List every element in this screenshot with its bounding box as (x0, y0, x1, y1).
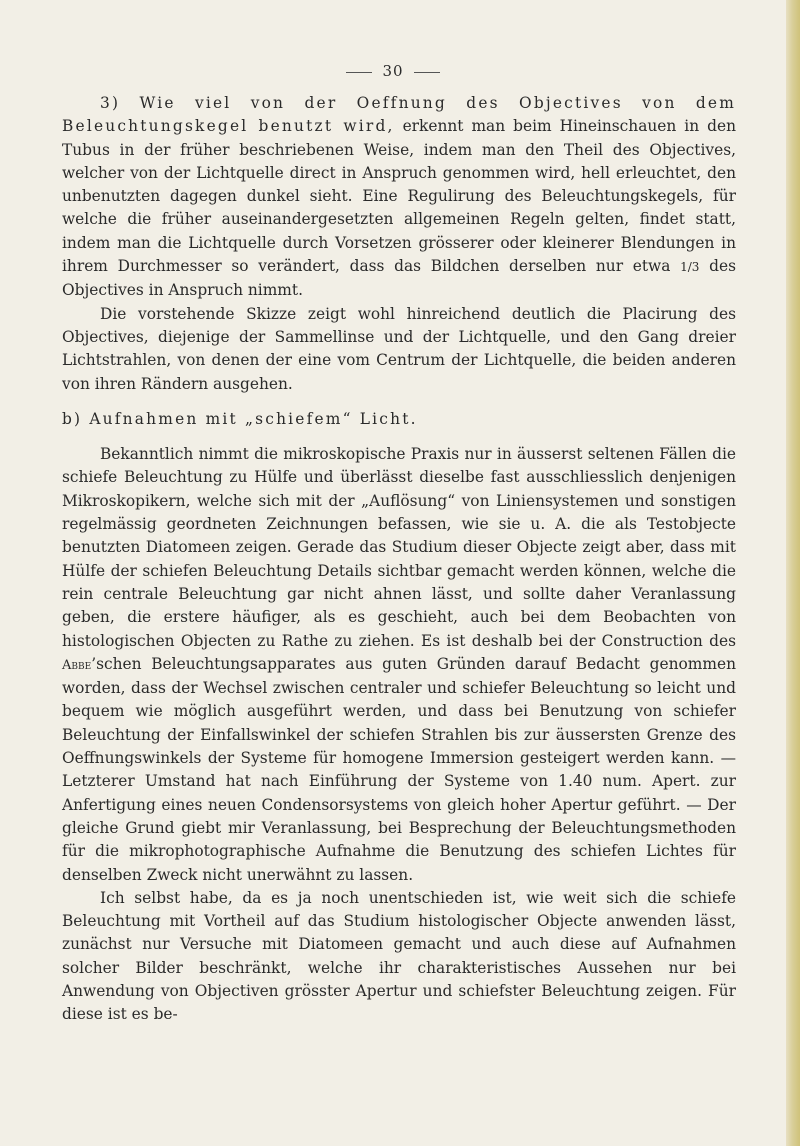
page-number-text: 30 (382, 62, 404, 80)
section-heading-b: b) Aufnahmen mit „schiefem“ Licht. (62, 409, 418, 428)
page-number-rule-left (346, 72, 372, 73)
fraction-one-third: 1/3 (680, 260, 700, 275)
paragraph-3-text-b: des Objectives in Anspruch nimmt. (62, 257, 736, 300)
author-name-abbe: Abbe (62, 657, 92, 673)
page-edge-shadow (786, 0, 800, 1146)
paragraph-oblique-light (62, 443, 736, 887)
page-number-rule-right (414, 72, 440, 73)
paragraph-own-experiments: Ich selbst habe, da es ja noch unentschieden ist, wie weit sich die schiefe Beleuchtung mit Vortheil auf das Studium histologischer Objecte anwenden lässt, zunächst nur Versuche mit Diatomeen gemacht und auch diese auf Aufnahmen solcher Bilder beschränkt, welche ihr charakteristisches Aussehen nur bei Anwendung von Objectiven grösster Apertur und schiefster Beleuchtung zeigen. Für diese ist es be- (62, 888, 736, 1024)
paragraph-3-lead: 3) Wie viel von der Oeffnung des Objectives von dem Beleuchtungskegel benutzt wird, (62, 94, 736, 136)
body-text (62, 92, 736, 1027)
paragraph-sketch: Die vorstehende Skizze zeigt wohl hinreichend deutlich die Placirung des Objectives, diejenige der Sammellinse und der Lichtquelle, und den Gang dreier Lichtstrahlen, von denen der eine vom Centrum der Lichtquelle, die beiden anderen von ihren Rändern ausgehen. (62, 304, 736, 393)
paragraph-3-text-a: erkennt man beim Hineinschauen in den Tubus in der früher beschriebenen Weise, indem man den Theil des Objectives, welcher von der Lichtquelle direct in Anspruch genommen wird, hell erleuchtet, den unbenutzten dagegen dunkel sieht. Eine Regulirung des Beleuchtungskegels, für welche die früher auseinandergesetzten allgemeinen Regeln gelten, findet statt, indem man die Lichtquelle durch Vorsetzen grösserer oder kleinerer Blendungen in ihrem Durchmesser so verändert, dass das Bildchen derselben nur etwa (62, 117, 736, 276)
paragraph-oblique-text-b: ’schen Beleuchtungsapparates aus guten Gründen darauf Bedacht genommen worden, dass der Wechsel zwischen centraler und schiefer Beleuchtung so leicht und bequem wie möglich ausgeführt werden, und dass bei Benutzung von schiefer Beleuchtung der Einfallswinkel der schiefen Strahlen bis zur äussersten Grenze des Oeffnungswinkels der Systeme für homogene Immersion gesteigert werden kann. — Letzterer Umstand hat nach Einführung der Systeme von 1.40 num. Apert. zur Anfertigung eines neuen Condensorsystems von gleich hoher Apertur geführt. — Der gleiche Grund giebt mir Veranlassung, bei Besprechung der Beleuchtungsmethoden für die mikrophotographische Aufnahme die Benutzung des schiefen Lichtes für denselben Zweck nicht unerwähnt zu lassen. (62, 654, 736, 884)
paragraph-oblique-text-a: Bekanntlich nimmt die mikroskopische Praxis nur in äusserst seltenen Fällen die schiefe Beleuchtung zu Hülfe und überlässt dieselbe fast ausschliesslich denjenigen Mikroskopikern, welche sich mit der „Auflösung“ von Liniensystemen und sonstigen regelmässig geordneten Zeichnungen befassen, wie sie u. A. die als Testobjecte benutzten Diatomeen zeigen. Gerade das Studium dieser Objecte zeigt aber, dass mit Hülfe der schiefen Beleuchtung Details sichtbar gemacht werden können, welche die rein centrale Beleuchtung gar nicht ahnen lässt, und sollte daher Veranlassung geben, die erstere häufiger, als es geschieht, auch bei dem Beobachten von histologischen Objecten zu Rathe zu ziehen. Es ist deshalb bei der Construction des (62, 445, 736, 650)
page-number (0, 62, 786, 80)
paragraph-3 (62, 92, 736, 303)
